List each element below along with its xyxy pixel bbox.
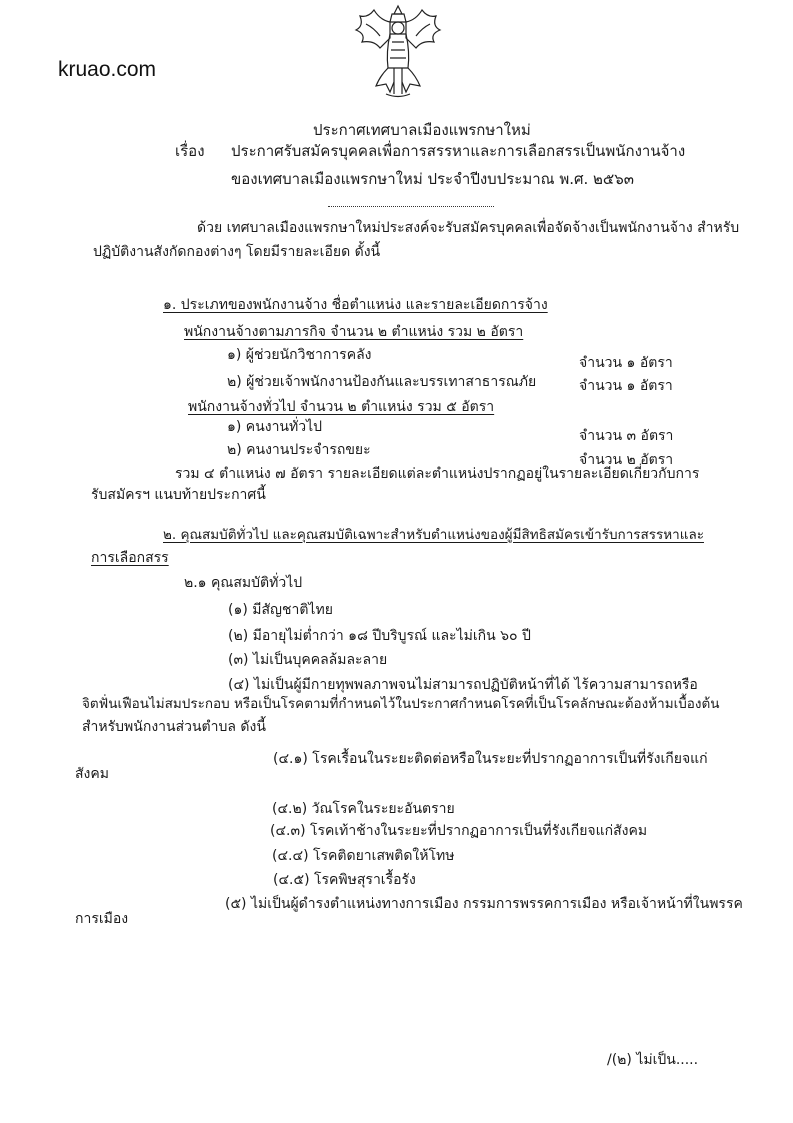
intro-line-1: ด้วย เทศบาลเมืองแพรกษาใหม่ประสงค์จะรับสมัครบุคคลเพื่อจัดจ้างเป็นพนักงานจ้าง สำหรับ (197, 220, 740, 236)
general-qualifications-heading: ๒.๑ คุณสมบัติทั่วไป (184, 575, 303, 591)
disease-4-4: (๔.๔) โรคติดยาเสพติดให้โทษ (272, 848, 455, 864)
announcement-title: ประกาศเทศบาลเมืองแพรกษาใหม่ (313, 121, 531, 139)
garuda-emblem-icon (350, 2, 446, 100)
disease-4-3: (๔.๓) โรคเท้าช้างในระยะที่ปรากฏอาการเป็นที่รังเกียจแก่สังคม (270, 823, 648, 839)
qualification-5: (๕) ไม่เป็นผู้ดำรงตำแหน่งทางการเมือง กรรมการพรรคการเมือง หรือเจ้าหน้าที่ในพรรค (225, 896, 743, 912)
total-line-2: รับสมัครฯ แนบท้ายประกาศนี้ (91, 487, 266, 503)
mission-item-1-count: จำนวน ๑ อัตรา (579, 355, 673, 371)
mission-item-1-name: ๑) ผู้ช่วยนักวิชาการคลัง (227, 347, 372, 363)
general-staff-heading: พนักงานจ้างทั่วไป จำนวน ๒ ตำแหน่ง รวม ๕ อัตรา (188, 399, 495, 415)
disease-4-1-continued: สังคม (75, 766, 109, 782)
disease-4-2: (๔.๒) วัณโรคในระยะอันตราย (272, 801, 455, 817)
section2-heading-line-1: ๒. คุณสมบัติทั่วไป และคุณสมบัติเฉพาะสำหรับตำแหน่งของผู้มีสิทธิสมัครเข้ารับการสรรหาและ (163, 527, 704, 543)
page-continuation: /(๒) ไม่เป็น..... (607, 1052, 699, 1068)
general-item-1-count: จำนวน ๓ อัตรา (579, 428, 674, 444)
mission-item-2-name: ๒) ผู้ช่วยเจ้าพนักงานป้องกันและบรรเทาสาธารณภัย (227, 374, 537, 390)
total-line-1: รวม ๔ ตำแหน่ง ๗ อัตรา รายละเอียดแต่ละตำแหน่งปรากฏอยู่ในรายละเอียดเกี่ยวกับการ (175, 466, 700, 482)
qualification-2: (๒) มีอายุไม่ต่ำกว่า ๑๘ ปีบริบูรณ์ และไม่เกิน ๖๐ ปี (228, 628, 531, 644)
qualification-4-line-1: (๔) ไม่เป็นผู้มีกายทุพพลภาพจนไม่สามารถปฏิบัติหน้าที่ได้ ไร้ความสามารถหรือ (228, 677, 698, 693)
qualification-4-line-2: จิตฟั่นเฟือนไม่สมประกอบ หรือเป็นโรคตามที่กำหนดไว้ในประกาศกำหนดโรคที่เป็นโรคลักษณะต้องห้ามเบื้องต้น (82, 696, 720, 712)
disease-4-1: (๔.๑) โรคเรื้อนในระยะติดต่อหรือในระยะที่ปรากฏอาการเป็นที่รังเกียจแก่ (273, 751, 708, 767)
section1-heading: ๑. ประเภทของพนักงานจ้าง ชื่อตำแหน่ง และรายละเอียดการจ้าง (163, 297, 548, 313)
general-item-2-name: ๒) คนงานประจำรถขยะ (227, 442, 371, 458)
subject-line-2: ของเทศบาลเมืองแพรกษาใหม่ ประจำปีงบประมาณ พ.ศ. ๒๕๖๓ (231, 170, 635, 188)
section2-heading-line-2: การเลือกสรร (91, 550, 169, 566)
qualification-3: (๓) ไม่เป็นบุคคลล้มละลาย (228, 652, 388, 668)
watermark-box (42, 40, 262, 98)
intro-line-2: ปฏิบัติงานสังกัดกองต่างๆ โดยมีรายละเอียด ดั้งนี้ (93, 244, 381, 260)
qualification-4-line-3: สำหรับพนักงานส่วนตำบล ดังนี้ (82, 719, 266, 735)
disease-4-5: (๔.๕) โรคพิษสุราเรื้อรัง (273, 872, 416, 888)
subject-label: เรื่อง (175, 142, 205, 160)
general-item-1-name: ๑) คนงานทั่วไป (227, 419, 323, 435)
watermark-text: kruao.com (58, 58, 157, 81)
general-item-2-count: จำนวน ๒ อัตรา (579, 452, 674, 468)
qualification-5-continued: การเมือง (75, 911, 129, 927)
mission-staff-heading: พนักงานจ้างตามภารกิจ จำนวน ๒ ตำแหน่ง รวม ๒ อัตรา (184, 324, 524, 340)
mission-item-2-count: จำนวน ๑ อัตรา (579, 378, 673, 394)
subject-line-1: ประกาศรับสมัครบุคคลเพื่อการสรรหาและการเลือกสรรเป็นพนักงานจ้าง (231, 142, 686, 160)
header-divider (328, 206, 494, 207)
qualification-1: (๑) มีสัญชาติไทย (228, 602, 333, 618)
